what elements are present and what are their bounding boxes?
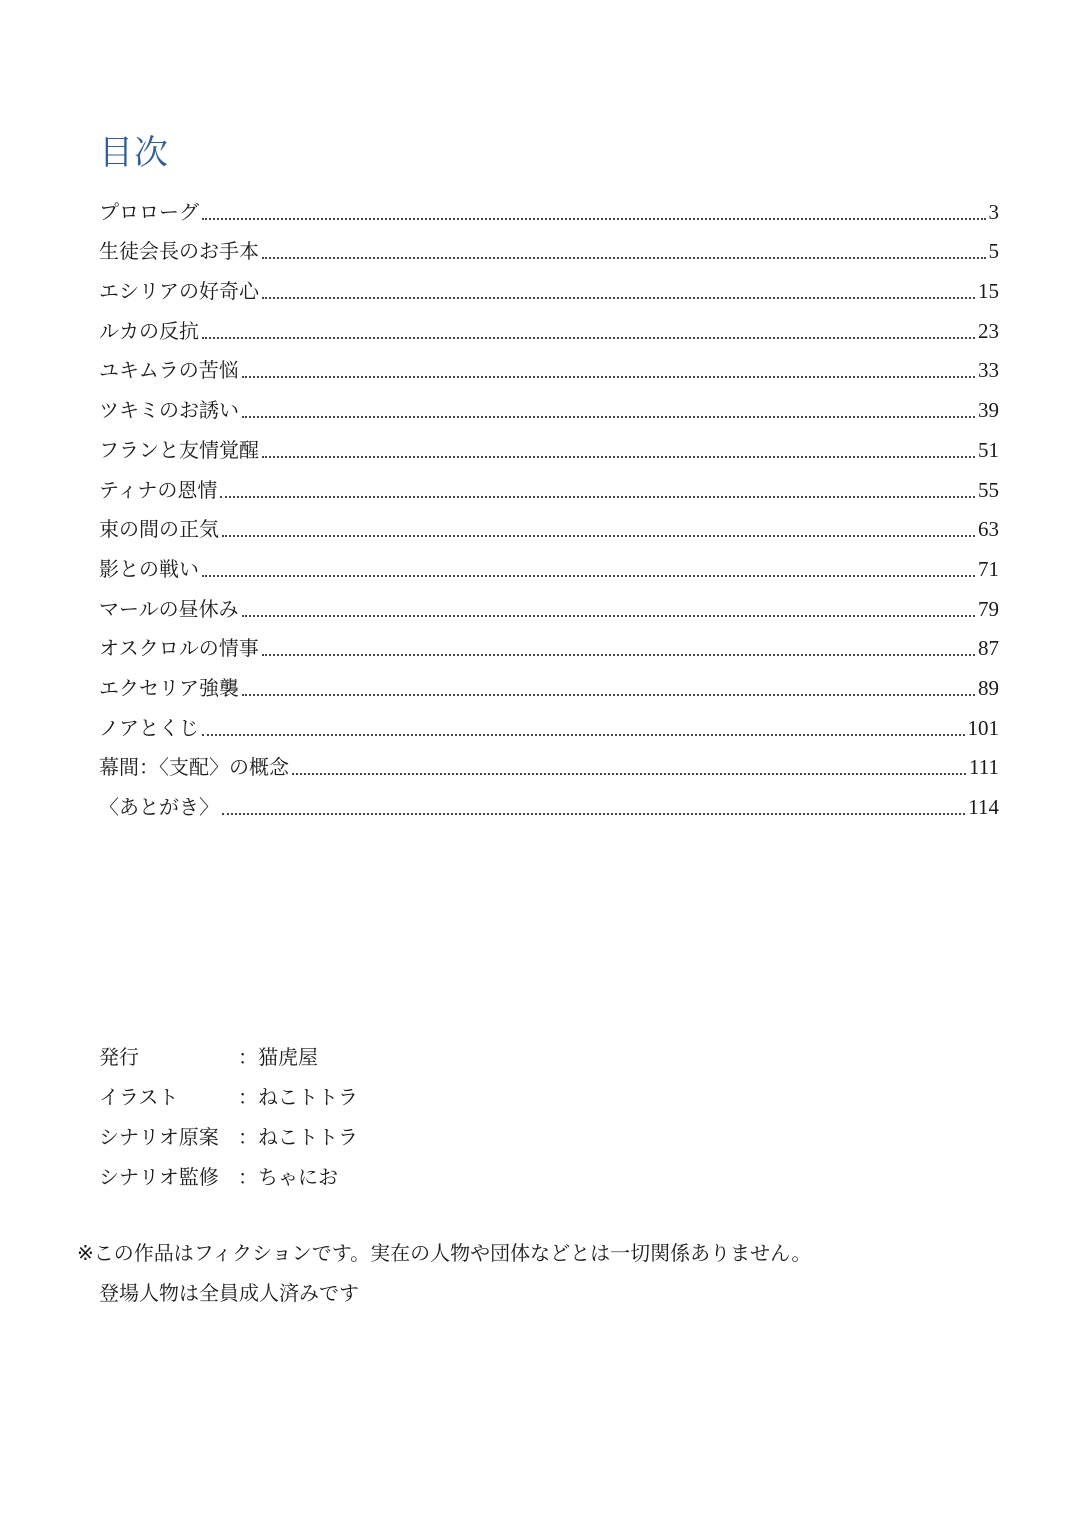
toc-dot-leader [222, 534, 975, 537]
toc-title: 目次 [99, 133, 169, 173]
credit-separator: ： [238, 1085, 258, 1109]
toc-entry-label: ツキミのお誘い [99, 398, 239, 423]
toc-entry-label: 〈あとがき〉 [99, 795, 219, 819]
toc-entry-label: ノアとくじ [99, 715, 199, 740]
credits [99, 1037, 358, 1197]
credit-role: イラスト [99, 1085, 179, 1109]
toc-entry [99, 349, 999, 389]
toc-entry-page: 79 [978, 596, 999, 621]
credit-row-illustration [99, 1077, 358, 1117]
credit-separator: ： [238, 1045, 258, 1069]
disclaimer [77, 1233, 811, 1313]
credit-name: ねこトトラ [258, 1125, 358, 1149]
toc-entry-label: マールの昼休み [99, 596, 239, 621]
toc-entry-page: 71 [978, 556, 999, 581]
toc-entry [99, 746, 999, 786]
toc-entry [99, 508, 999, 548]
toc-entry [99, 309, 999, 349]
toc-entry-page: 33 [978, 358, 999, 383]
toc-entry-label: ティナの恩情 [99, 477, 218, 502]
toc-entry [99, 468, 999, 508]
toc-dot-leader [292, 772, 966, 775]
credit-row-publisher [99, 1037, 358, 1077]
toc-entry-page: 5 [988, 239, 999, 264]
toc-entry-label: オスクロルの情事 [99, 636, 259, 661]
toc-entry-page: 89 [978, 675, 999, 700]
toc-entry-label: 幕間：〈支配〉の概念 [99, 755, 289, 780]
toc-entry-label: ルカの反抗 [99, 318, 199, 343]
toc-dot-leader [222, 812, 965, 815]
toc-entry-label: エクセリア強襲 [99, 675, 239, 700]
toc-entry-page: 55 [978, 477, 999, 502]
credit-role: シナリオ原案 [99, 1125, 219, 1149]
credit-name: 猫虎屋 [258, 1045, 318, 1069]
toc-entry-page: 3 [988, 199, 999, 224]
toc-entry-page: 63 [978, 517, 999, 542]
toc-dot-leader [262, 296, 975, 299]
toc-entry [99, 785, 999, 825]
toc-entry-page: 87 [978, 636, 999, 661]
toc-dot-leader [242, 693, 975, 696]
toc-entry [99, 706, 999, 746]
credit-row-scenario-supervision [99, 1157, 358, 1197]
disclaimer-fiction-notice: ※この作品はフィクションです。実在の人物や団体などとは一切関係ありません。 [77, 1241, 812, 1265]
toc-entry [99, 666, 999, 706]
toc-entry-page: 15 [978, 279, 999, 304]
credit-role: 発行 [99, 1045, 139, 1069]
disclaimer-age-notice: 登場人物は全員成人済みです [99, 1281, 359, 1305]
toc-dot-leader [220, 495, 975, 498]
toc-entry-page: 111 [969, 755, 999, 780]
toc-entry-page: 51 [978, 437, 999, 462]
toc-entry-label: プロローグ [99, 199, 199, 224]
toc-entry-page: 39 [978, 398, 999, 423]
toc-entry-page: 23 [978, 318, 999, 343]
toc-entry [99, 269, 999, 309]
credit-separator: ： [238, 1125, 258, 1149]
toc-dot-leader [202, 574, 975, 577]
credit-separator: ： [238, 1165, 258, 1189]
toc-entry-label: ユキムラの苦悩 [99, 358, 239, 383]
toc-dot-leader [242, 614, 975, 617]
toc-dot-leader [202, 217, 986, 220]
toc-entry-page: 114 [968, 795, 999, 819]
toc-entry [99, 230, 999, 270]
toc-entry [99, 627, 999, 667]
credit-name: ちゃにお [258, 1165, 338, 1189]
toc-dot-leader [262, 256, 986, 259]
toc-dot-leader [262, 455, 975, 458]
toc-entry [99, 428, 999, 468]
toc-dot-leader [262, 653, 975, 656]
toc-entry-label: フランと友情覚醒 [99, 437, 259, 462]
toc-dot-leader [202, 336, 975, 339]
toc-list [99, 190, 999, 825]
toc-entry-label: 束の間の正気 [99, 517, 219, 542]
toc-dot-leader [242, 375, 975, 378]
toc-entry-label: 生徒会長のお手本 [99, 239, 259, 264]
toc-dot-leader [202, 733, 965, 736]
credit-row-scenario-draft [99, 1117, 358, 1157]
toc-entry [99, 388, 999, 428]
credit-role: シナリオ監修 [99, 1165, 219, 1189]
toc-entry [99, 587, 999, 627]
toc-entry-label: エシリアの好奇心 [99, 279, 259, 304]
toc-entry [99, 190, 999, 230]
toc-entry [99, 547, 999, 587]
toc-entry-label: 影との戦い [99, 556, 199, 581]
credit-name: ねこトトラ [258, 1085, 358, 1109]
toc-dot-leader [242, 415, 975, 418]
toc-entry-page: 101 [967, 715, 999, 740]
